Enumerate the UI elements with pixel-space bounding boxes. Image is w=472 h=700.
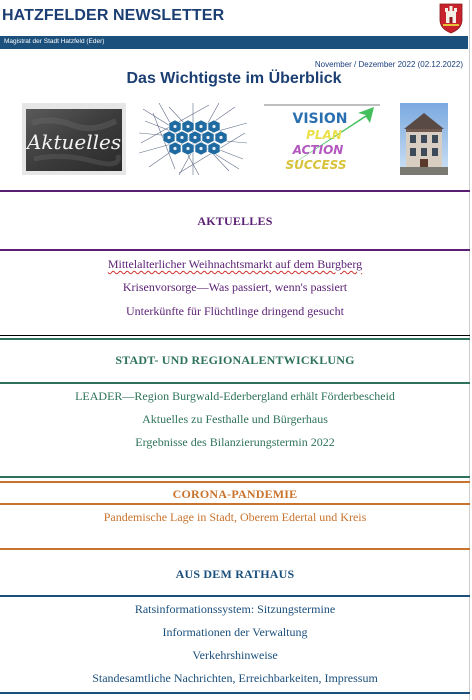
section-title-rathaus: AUS DEM RATHAUS xyxy=(175,567,295,581)
corona-divider-bottom xyxy=(0,503,470,505)
corona-link-pandemische-lage[interactable]: Pandemische Lage in Stadt, Oberem Edertal und Kreis xyxy=(103,510,367,524)
aktuelles-link-unterkuenfte[interactable]: Unterkünfte für Flüchtlinge dringend gesucht xyxy=(126,304,344,318)
plan-word: PLAN xyxy=(306,128,342,142)
section-title-stadt: STADT- UND REGIONALENTWICKLUNG xyxy=(115,353,355,367)
aktuelles-divider-top xyxy=(0,190,470,192)
success-word: SUCCESS xyxy=(285,158,347,172)
stadt-divider-black xyxy=(0,335,470,336)
overview-title: Das Wichtigste im Überblick xyxy=(126,70,342,87)
subtitle-bar xyxy=(0,36,468,49)
corona-divider-green xyxy=(0,476,470,478)
issue-date: November / Dezember 2022 (02.12.2022) xyxy=(314,60,463,69)
chalkboard-text: Aktuelles xyxy=(26,130,122,154)
town-crest-icon xyxy=(438,2,464,34)
rathaus-divider-top xyxy=(0,595,470,597)
section-title-aktuelles: AKTUELLES xyxy=(197,214,273,228)
town-hall-photo-image[interactable] xyxy=(400,103,448,175)
aktuelles-chalkboard-image[interactable] xyxy=(22,103,126,175)
rathaus-link-verwaltung[interactable]: Informationen der Verwaltung xyxy=(162,625,308,639)
vision-word: VISION xyxy=(292,111,348,127)
stadt-divider-bottom xyxy=(0,382,470,384)
rathaus-link-ratsinformationssystem[interactable]: Ratsinformationssystem: Sitzungstermine xyxy=(134,602,336,616)
subtitle-text: Magistrat der Stadt Hatzfeld (Eder) xyxy=(4,38,105,45)
network-graphic-image[interactable] xyxy=(139,103,247,175)
stadt-link-leader[interactable]: LEADER—Region Burgwald-Ederbergland erhält Förderbescheid xyxy=(75,389,395,403)
stadt-divider-top xyxy=(0,338,470,340)
newsletter-header xyxy=(0,0,470,36)
corona-divider-top xyxy=(0,481,470,483)
rathaus-divider-orange xyxy=(0,548,470,550)
aktuelles-link-krisenvorsorge[interactable]: Krisenvorsorge—Was passiert, wenn's passiert xyxy=(122,280,348,294)
action-word: ACTION xyxy=(292,143,344,157)
stadt-link-festhalle[interactable]: Aktuelles zu Festhalle und Bürgerhaus xyxy=(142,412,328,426)
aktuelles-link-weihnachtsmarkt[interactable]: Mittelalterlicher Weihnachtsmarkt auf dem Burgberg xyxy=(107,257,363,271)
vision-plan-action-success-image[interactable] xyxy=(262,103,382,175)
rathaus-link-verkehrshinweise[interactable]: Verkehrshinweise xyxy=(192,648,278,662)
rathaus-divider-bottom xyxy=(0,692,470,694)
rathaus-link-standesamt[interactable]: Standesamtliche Nachrichten, Erreichbarkeiten, Impressum xyxy=(92,671,378,685)
aktuelles-divider-bottom xyxy=(0,249,470,251)
newsletter-title: HATZFELDER NEWSLETTER xyxy=(2,7,225,24)
section-title-corona: CORONA-PANDEMIE xyxy=(172,487,298,501)
stadt-link-bilanzierung[interactable]: Ergebnisse des Bilanzierungstermin 2022 xyxy=(135,435,335,449)
